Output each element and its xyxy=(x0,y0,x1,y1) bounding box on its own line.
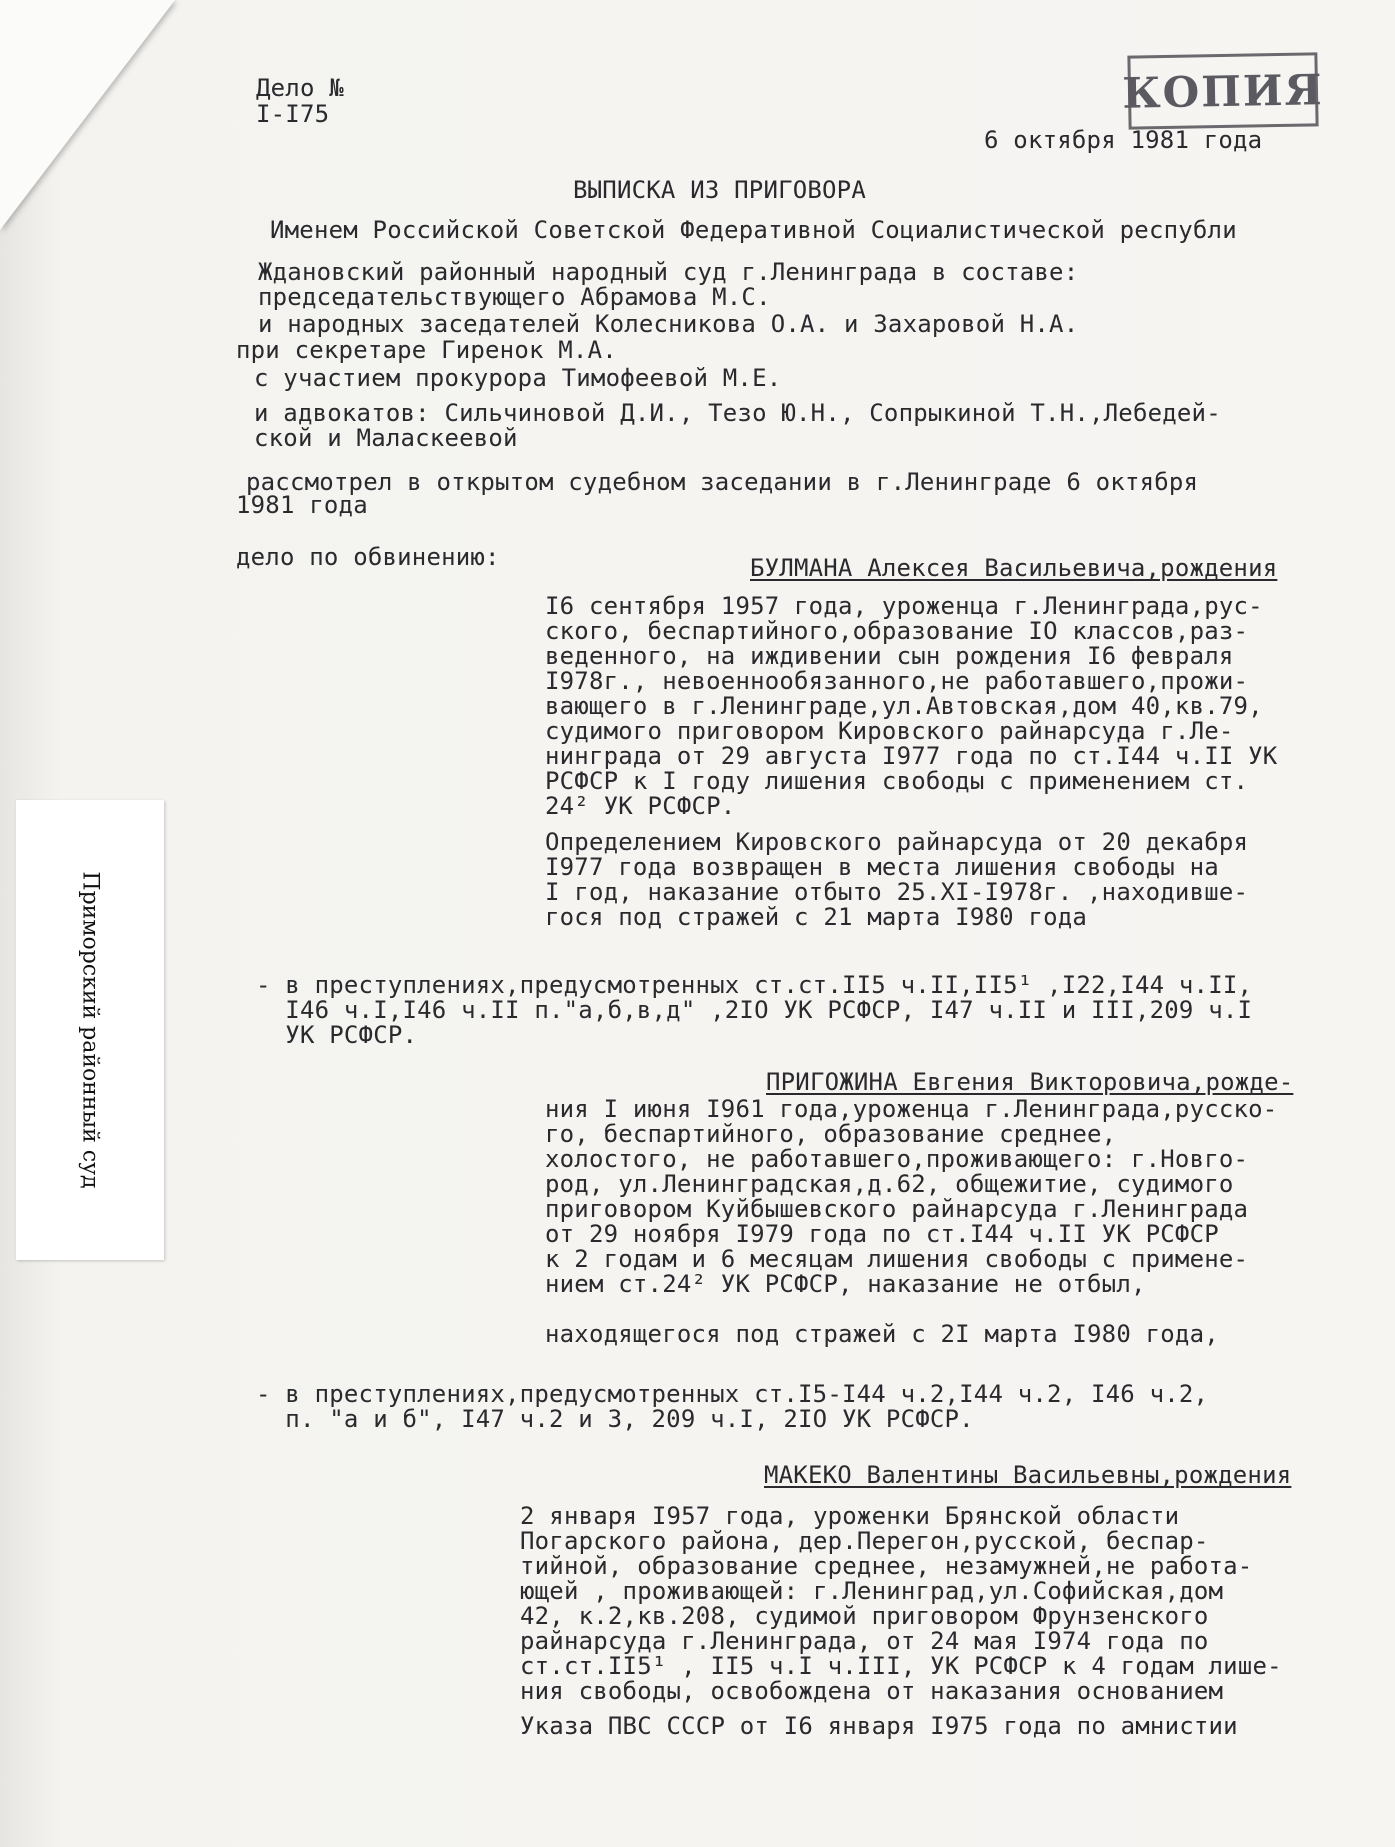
header-line: председательствующего Абрамова М.С. xyxy=(258,283,771,311)
defendant-name: МАКЕКО Валентины Васильевны,рождения xyxy=(764,1461,1292,1489)
defendant-bio-line: тийной, образование среднее, незамужней,не работа- xyxy=(520,1552,1253,1580)
charges-line: п. "а и б", I47 ч.2 и 3, 209 ч.I, 2IО УК РСФСР. xyxy=(256,1405,974,1433)
defendant-bio-line: к 2 годам и 6 месяцам лишения свободы с примене- xyxy=(545,1245,1249,1273)
defendant-bio-line: Погарского района, дер.Перегон,русской, беспар- xyxy=(520,1527,1209,1555)
copy-stamp: КОПИЯ xyxy=(1127,52,1318,129)
defendant-bio-line: I год, наказание отбыто 25.XI-I978г. ,находивше- xyxy=(545,878,1249,906)
defendant-bio-line: ст.ст.II5¹ , II5 ч.I ч.III, УК РСФСР к 4 годам лише- xyxy=(520,1652,1282,1680)
header-line: ской и Маласкеевой xyxy=(254,424,518,452)
defendant-bio-line: Определением Кировского райнарсуда от 20 декабря xyxy=(545,828,1249,856)
defendant-bio-line: приговором Куйбышевского райнарсуда г.Ленинграда xyxy=(545,1195,1249,1223)
defendant-bio-line: ния I июня I961 года,уроженца г.Ленинграда,русско- xyxy=(545,1095,1278,1123)
defendant-bio-line: ского, беспартийного,образование IО классов,раз- xyxy=(545,617,1249,645)
header-line: при секретаре Гиренок М.А. xyxy=(236,336,617,364)
case-number: I-I75 xyxy=(256,100,330,128)
defendant-bio-line: 24² УК РСФСР. xyxy=(545,792,736,820)
folded-corner xyxy=(0,0,175,230)
defendant-name: БУЛМАНА Алексея Васильевича,рождения xyxy=(750,554,1278,582)
defendant-bio-line: ния свободы, освобождена от наказания основанием xyxy=(520,1677,1224,1705)
defendant-bio-line: I977 года возвращен в места лишения свободы на xyxy=(545,853,1219,881)
document-date: 6 октября 1981 года xyxy=(984,126,1263,154)
defendant-name: ПРИГОЖИНА Евгения Викторовича,рожде- xyxy=(766,1068,1294,1096)
court-side-label xyxy=(16,800,164,1260)
hearing-line: рассмотрел в открытом судебном заседании в г.Ленинграде 6 октября xyxy=(246,468,1199,496)
case-number-label: Дело № xyxy=(256,74,344,102)
charges-line: УК РСФСР. xyxy=(256,1021,418,1049)
defendant-bio-line: род, ул.Ленинградская,д.62, общежитие, судимого xyxy=(545,1170,1234,1198)
defendant-bio-line: РСФСР к I году лишения свободы с применением ст. xyxy=(545,767,1249,795)
court-side-label-text: Приморский районный суд xyxy=(77,871,103,1189)
defendant-bio-line: го, беспартийного, образование среднее, xyxy=(545,1120,1117,1148)
defendant-bio-line: 42, к.2,кв.208, судимой приговором Фрунзенского xyxy=(520,1602,1209,1630)
defendant-bio-line: I6 сентября 1957 года, уроженца г.Ленинграда,рус- xyxy=(545,592,1263,620)
document-title: ВЫПИСКА ИЗ ПРИГОВОРА xyxy=(573,176,866,204)
charges-line: - в преступлениях,предусмотренных ст.I5-I44 ч.2,I44 ч.2, I46 ч.2, xyxy=(256,1380,1209,1408)
charges-line: I46 ч.I,I46 ч.II п."а,б,в,д" ,2IО УК РСФСР, I47 ч.II и III,209 ч.I xyxy=(256,996,1253,1024)
defendant-bio-line: вающего в г.Ленинграде,ул.Автовская,дом 40,кв.79, xyxy=(545,692,1263,720)
defendant-bio-line: судимого приговором Кировского райнарсуда г.Ле- xyxy=(545,717,1234,745)
defendant-bio-line: гося под стражей с 21 марта I980 года xyxy=(545,903,1088,931)
defendant-bio-line: Указа ПВС СССР от I6 января I975 года по амнистии xyxy=(520,1712,1238,1740)
header-line: Ждановский районный народный суд г.Ленинграда в составе: xyxy=(258,258,1079,286)
defendant-bio-line: райнарсуда г.Ленинграда, от 24 мая I974 года по xyxy=(520,1627,1209,1655)
defendant-bio-line: 2 января I957 года, уроженки Брянской области xyxy=(520,1502,1180,1530)
header-line: с участием прокурора Тимофеевой М.Е. xyxy=(254,364,782,392)
defendant-bio-line: нием ст.24² УК РСФСР, наказание не отбыл, xyxy=(545,1270,1146,1298)
defendant-bio-line: веденного, на иждивении сын рождения I6 февраля xyxy=(545,642,1234,670)
defendant-bio-line: холостого, не работавшего,проживающего: г.Новго- xyxy=(545,1145,1249,1173)
defendant-bio-line: нинграда от 29 августа I977 года по ст.I44 ч.II УК xyxy=(545,742,1278,770)
defendant-bio-line: I978г., невоеннообязанного,не работавшего,прожи- xyxy=(545,667,1249,695)
charges-line: - в преступлениях,предусмотренных ст.ст.II5 ч.II,II5¹ ,I22,I44 ч.II, xyxy=(256,971,1253,999)
header-line: Именем Российской Советской Федеративной Социалистической республи xyxy=(270,216,1237,244)
header-line: и адвокатов: Сильчиновой Д.И., Тезо Ю.Н., Сопрыкиной Т.Н.,Лебедей- xyxy=(254,399,1221,427)
defendant-bio-line: ющей , проживающей: г.Ленинград,ул.Софийская,дом xyxy=(520,1577,1224,1605)
header-line: и народных заседателей Колесникова О.А. и Захаровой Н.А. xyxy=(258,310,1079,338)
hearing-line: 1981 года xyxy=(236,491,368,519)
accused-intro: дело по обвинению: xyxy=(236,543,500,571)
defendant-bio-line: находящегося под стражей с 2I марта I980 года, xyxy=(545,1320,1219,1348)
defendant-bio-line: от 29 ноября I979 года по ст.I44 ч.II УК РСФСР xyxy=(545,1220,1219,1248)
